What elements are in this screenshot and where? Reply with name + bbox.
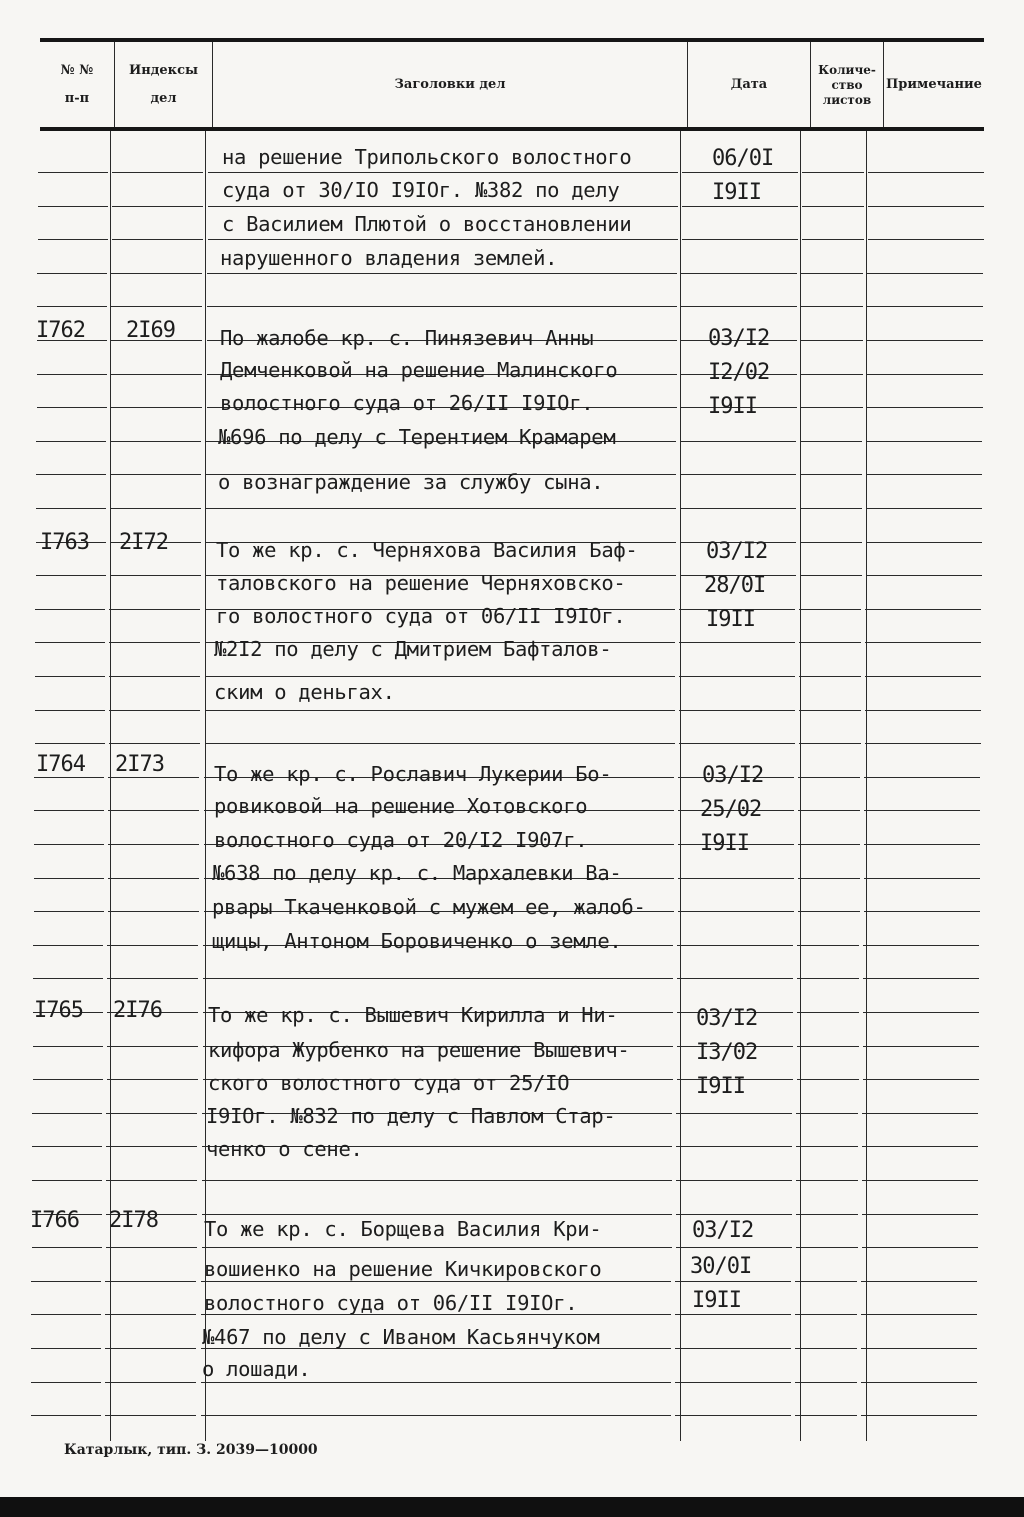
ruled-line: [36, 508, 106, 509]
date-line: 03/I2: [708, 326, 770, 351]
ruled-line: [798, 844, 860, 845]
ruled-line: [31, 1382, 101, 1383]
date-line: 03/I2: [692, 1218, 754, 1243]
header-date-cell: [688, 44, 810, 126]
ruled-line: [796, 1180, 858, 1181]
ruled-line: [864, 911, 980, 912]
ruled-line: [868, 172, 984, 173]
ruled-line: [675, 1348, 791, 1349]
ruled-line: [34, 911, 104, 912]
ruled-line: [111, 306, 202, 307]
ruled-line: [33, 1046, 103, 1047]
ruled-line: [862, 1113, 978, 1114]
ruled-line: [682, 172, 798, 173]
ruled-line: [111, 273, 202, 274]
ruled-line: [36, 441, 106, 442]
ruled-line: [105, 1314, 196, 1315]
ruled-line: [800, 441, 862, 442]
ruled-line: [32, 1146, 102, 1147]
title-line: ского волостного суда от 25/IO: [208, 1071, 570, 1095]
header-index-sub: дел: [150, 91, 177, 106]
ruled-line: [33, 945, 103, 946]
date-line: 03/I2: [706, 539, 768, 564]
title-line: го волостного суда от 06/II I9IOг.: [216, 604, 626, 628]
ruled-line: [866, 508, 982, 509]
ruled-line: [863, 1079, 979, 1080]
title-line: волостного суда от 26/II I9IOг.: [220, 391, 594, 415]
ruled-line: [111, 407, 202, 408]
ruled-line: [802, 239, 864, 240]
title-line: То же кр. с. Рославич Лукерии Бо-: [214, 762, 612, 786]
ruled-line: [676, 1113, 792, 1114]
header-divider: [114, 42, 115, 127]
header-index-label: Индексы: [128, 63, 199, 78]
title-line: I9IOг. №832 по делу с Павлом Стар-: [206, 1104, 616, 1128]
entry-index: 2I69: [126, 318, 175, 343]
date-line: 25/02: [700, 797, 762, 822]
ruled-line: [799, 642, 861, 643]
header-number-sub: п-п: [64, 91, 90, 106]
title-line: волостного суда от 06/II I9IOг.: [204, 1291, 578, 1315]
ruled-line: [675, 1281, 791, 1282]
ruled-line: [797, 1079, 859, 1080]
ruled-line: [867, 273, 983, 274]
ruled-line: [680, 441, 796, 442]
header-title-cell: [213, 44, 687, 126]
title-line: По жалобе кр. с. Пинязевич Анны: [220, 326, 594, 350]
date-line: I9II: [692, 1288, 741, 1313]
ruled-line: [107, 1079, 198, 1080]
ruled-line: [203, 978, 673, 979]
ruled-line: [678, 878, 794, 879]
ruled-line: [109, 609, 200, 610]
entry-index: 2I72: [119, 530, 168, 555]
date-line: 28/0I: [704, 573, 766, 598]
ruled-line: [867, 306, 983, 307]
entry-number: I766: [30, 1208, 79, 1233]
ruled-line: [861, 1314, 977, 1315]
ruled-line: [861, 1348, 977, 1349]
ruled-line: [107, 1046, 198, 1047]
ruled-line: [675, 1314, 791, 1315]
ruled-line: [865, 743, 981, 744]
ruled-line: [862, 1180, 978, 1181]
ruled-line: [797, 945, 859, 946]
ruled-line: [864, 878, 980, 879]
date-line: 06/0I: [712, 146, 774, 171]
ruled-line: [112, 172, 203, 173]
ruled-line: [37, 273, 107, 274]
ruled-line: [675, 1382, 791, 1383]
ruled-line: [799, 743, 861, 744]
ruled-line: [105, 1348, 196, 1349]
ruled-line: [36, 474, 106, 475]
title-line: То же кр. с. Вышевич Кирилла и Ни-: [208, 1003, 618, 1027]
header-note-cell: [884, 44, 984, 126]
ruled-line: [679, 676, 795, 677]
ruled-line: [108, 911, 199, 912]
column-divider: [680, 131, 681, 1441]
header-bottom-rule: [40, 127, 984, 131]
header-number-cell: [40, 44, 114, 126]
title-line: То же кр. с. Борщева Василия Кри-: [204, 1217, 602, 1241]
ruled-line: [110, 474, 201, 475]
ruled-line: [865, 609, 981, 610]
date-line: 03/I2: [696, 1006, 758, 1031]
ruled-line: [796, 1247, 858, 1248]
ruled-line: [111, 374, 202, 375]
ruled-line: [864, 844, 980, 845]
ruled-line: [33, 1079, 103, 1080]
ruled-line: [106, 1247, 197, 1248]
title-line: таловского на решение Черняховско-: [216, 571, 626, 595]
ruled-line: [35, 710, 105, 711]
header-date-label: Дата: [730, 77, 768, 92]
ruled-line: [208, 239, 678, 240]
ruled-line: [205, 676, 675, 677]
ruled-line: [207, 306, 677, 307]
ruled-line: [799, 609, 861, 610]
ruled-line: [867, 374, 983, 375]
ruled-line: [112, 206, 203, 207]
title-line: нарушенного владения землей.: [220, 246, 558, 270]
ruled-line: [801, 340, 863, 341]
ruled-line: [110, 575, 201, 576]
ruled-line: [107, 945, 198, 946]
header-count-cell: [811, 44, 883, 126]
ruled-line: [676, 1180, 792, 1181]
ruled-line: [109, 710, 200, 711]
ruled-line: [110, 441, 201, 442]
ruled-line: [798, 777, 860, 778]
ruled-line: [795, 1314, 857, 1315]
ruled-line: [801, 273, 863, 274]
date-line: I9II: [708, 394, 757, 419]
ruled-line: [32, 1113, 102, 1114]
ruled-line: [796, 1113, 858, 1114]
ruled-line: [861, 1382, 977, 1383]
ruled-line: [802, 206, 864, 207]
title-line: о вознаграждение за службу сына.: [218, 470, 604, 494]
ruled-line: [797, 1046, 859, 1047]
header-count-label: Количе-ство листов: [818, 62, 876, 107]
ruled-line: [865, 642, 981, 643]
ruled-line: [31, 1348, 101, 1349]
date-line: I9II: [712, 180, 761, 205]
title-line: с Василием Плютой о восстановлении: [222, 212, 632, 236]
entry-number: I763: [40, 530, 89, 555]
ruled-line: [35, 609, 105, 610]
ruled-line: [205, 743, 675, 744]
ruled-line: [38, 172, 108, 173]
ruled-line: [680, 474, 796, 475]
ruled-line: [681, 273, 797, 274]
ruled-line: [868, 206, 984, 207]
ruled-line: [201, 1382, 671, 1383]
header-note-label: Примечание: [886, 77, 982, 92]
title-line: суда от 30/IO I9IOг. №382 по делу: [222, 178, 620, 202]
title-line: вошиенко на решение Кичкировского: [204, 1257, 602, 1281]
ruled-line: [795, 1415, 857, 1416]
header-number-label: № №: [60, 63, 94, 78]
ruled-line: [34, 777, 104, 778]
header-title-label: Заголовки дел: [394, 77, 506, 92]
ruled-line: [795, 1382, 857, 1383]
ruled-line: [796, 1214, 858, 1215]
ruled-line: [866, 474, 982, 475]
title-line: ровиковой на решение Хотовского: [214, 794, 588, 818]
scan-edge: [0, 1497, 1024, 1517]
printer-imprint: Катарлык, тип. З. 2039—10000: [64, 1442, 318, 1458]
ruled-line: [109, 676, 200, 677]
ruled-line: [108, 844, 199, 845]
ruled-line: [681, 306, 797, 307]
ruled-line: [682, 206, 798, 207]
date-line: I9II: [700, 831, 749, 856]
header-divider: [810, 42, 811, 127]
ruled-line: [680, 508, 796, 509]
ruled-line: [866, 575, 982, 576]
ruled-line: [862, 1214, 978, 1215]
ruled-line: [867, 407, 983, 408]
ruled-line: [866, 542, 982, 543]
ruled-line: [32, 1180, 102, 1181]
ruled-line: [38, 239, 108, 240]
entry-index: 2I76: [113, 998, 162, 1023]
title-line: ченко о сене.: [206, 1137, 363, 1161]
ruled-line: [202, 1214, 672, 1215]
ruled-line: [799, 676, 861, 677]
ruled-line: [866, 441, 982, 442]
ruled-line: [202, 1180, 672, 1181]
ruled-line: [865, 710, 981, 711]
header-divider: [212, 42, 213, 127]
ruled-line: [801, 306, 863, 307]
entry-index: 2I78: [109, 1208, 158, 1233]
title-line: на решение Трипольского волостного: [222, 145, 632, 169]
ruled-line: [35, 676, 105, 677]
ruled-line: [207, 273, 677, 274]
ruled-line: [797, 1012, 859, 1013]
ruled-line: [682, 239, 798, 240]
ruled-line: [863, 978, 979, 979]
ruled-line: [867, 340, 983, 341]
ruled-line: [677, 945, 793, 946]
ruled-line: [205, 710, 675, 711]
ruled-line: [795, 1281, 857, 1282]
ruled-line: [795, 1348, 857, 1349]
ruled-line: [676, 1247, 792, 1248]
ruled-line: [106, 1113, 197, 1114]
ruled-line: [862, 1146, 978, 1147]
ruled-line: [798, 878, 860, 879]
ruled-line: [31, 1415, 101, 1416]
ruled-line: [109, 743, 200, 744]
ruled-line: [35, 743, 105, 744]
title-line: щицы, Антоном Боровиченко о земле.: [212, 929, 622, 953]
ruled-line: [861, 1281, 977, 1282]
ruled-line: [864, 810, 980, 811]
column-divider: [205, 131, 206, 1441]
title-line: рвары Ткаченковой с мужем ее, жалоб-: [212, 895, 646, 919]
ruled-line: [678, 911, 794, 912]
ruled-line: [32, 1247, 102, 1248]
ruled-line: [675, 1415, 791, 1416]
entry-number: I764: [36, 752, 85, 777]
ruled-line: [201, 1415, 671, 1416]
ruled-line: [862, 1247, 978, 1248]
ruled-line: [801, 374, 863, 375]
date-line: I9II: [696, 1074, 745, 1099]
entry-number: I762: [36, 318, 85, 343]
ruled-line: [676, 1214, 792, 1215]
ruled-line: [108, 777, 199, 778]
ruled-line: [863, 1012, 979, 1013]
header-divider: [687, 42, 688, 127]
ruled-line: [201, 1281, 671, 1282]
ruled-line: [679, 710, 795, 711]
ruled-line: [206, 508, 676, 509]
ruled-line: [34, 878, 104, 879]
ruled-line: [800, 474, 862, 475]
title-line: То же кр. с. Черняхова Василия Баф-: [216, 538, 638, 562]
ruled-line: [33, 978, 103, 979]
ruled-line: [863, 945, 979, 946]
ruled-line: [799, 710, 861, 711]
date-line: I9II: [706, 607, 755, 632]
ruled-line: [34, 810, 104, 811]
ruled-line: [105, 1415, 196, 1416]
column-divider: [866, 131, 867, 1441]
ruled-line: [798, 911, 860, 912]
header-index-cell: [115, 44, 212, 126]
ruled-line: [37, 374, 107, 375]
ruled-line: [864, 777, 980, 778]
date-line: 30/0I: [690, 1254, 752, 1279]
ruled-line: [106, 1146, 197, 1147]
date-line: I3/02: [696, 1040, 758, 1065]
ruled-line: [105, 1382, 196, 1383]
title-line: №638 по делу кр. с. Мархалевки Ва-: [212, 861, 622, 885]
ruled-line: [105, 1281, 196, 1282]
ruled-line: [37, 306, 107, 307]
ruled-line: [865, 676, 981, 677]
ruled-line: [37, 407, 107, 408]
date-line: I2/02: [708, 360, 770, 385]
title-line: ским о деньгах.: [214, 680, 395, 704]
ruled-line: [679, 743, 795, 744]
ruled-line: [797, 978, 859, 979]
title-line: №2I2 по делу с Дмитрием Бафталов-: [214, 637, 612, 661]
ruled-line: [677, 978, 793, 979]
ruled-line: [861, 1415, 977, 1416]
ruled-line: [108, 810, 199, 811]
ruled-line: [802, 172, 864, 173]
ruled-line: [109, 642, 200, 643]
ruled-line: [107, 978, 198, 979]
ruled-line: [676, 1146, 792, 1147]
title-line: о лошади.: [202, 1357, 311, 1381]
column-divider: [800, 131, 801, 1441]
ruled-line: [796, 1146, 858, 1147]
entry-index: 2I73: [115, 752, 164, 777]
ruled-line: [800, 508, 862, 509]
title-line: кифора Журбенко на решение Вышевич-: [208, 1038, 630, 1062]
title-line: волостного суда от 20/I2 I907г.: [214, 828, 588, 852]
ruled-line: [34, 844, 104, 845]
header-top-rule: [40, 38, 984, 42]
ruled-line: [863, 1046, 979, 1047]
entry-number: I765: [34, 998, 83, 1023]
ruled-line: [36, 575, 106, 576]
ruled-line: [798, 810, 860, 811]
title-line: №696 по делу с Терентием Крамарем: [218, 425, 616, 449]
date-line: 03/I2: [702, 763, 764, 788]
ruled-line: [800, 575, 862, 576]
ruled-line: [106, 1180, 197, 1181]
column-divider: [110, 131, 111, 1441]
ruled-line: [31, 1281, 101, 1282]
ruled-line: [108, 878, 199, 879]
ruled-line: [679, 642, 795, 643]
ruled-line: [38, 206, 108, 207]
ruled-line: [31, 1314, 101, 1315]
ruled-line: [112, 239, 203, 240]
title-line: Демченковой на решение Малинского: [220, 358, 618, 382]
ruled-line: [202, 1247, 672, 1248]
ruled-line: [800, 542, 862, 543]
header-divider: [883, 42, 884, 127]
ruled-line: [801, 407, 863, 408]
title-line: №467 по делу с Иваном Касьянчуком: [202, 1325, 600, 1349]
ruled-line: [35, 642, 105, 643]
ruled-line: [110, 508, 201, 509]
ruled-line: [208, 172, 678, 173]
ruled-line: [868, 239, 984, 240]
ruled-line: [208, 206, 678, 207]
